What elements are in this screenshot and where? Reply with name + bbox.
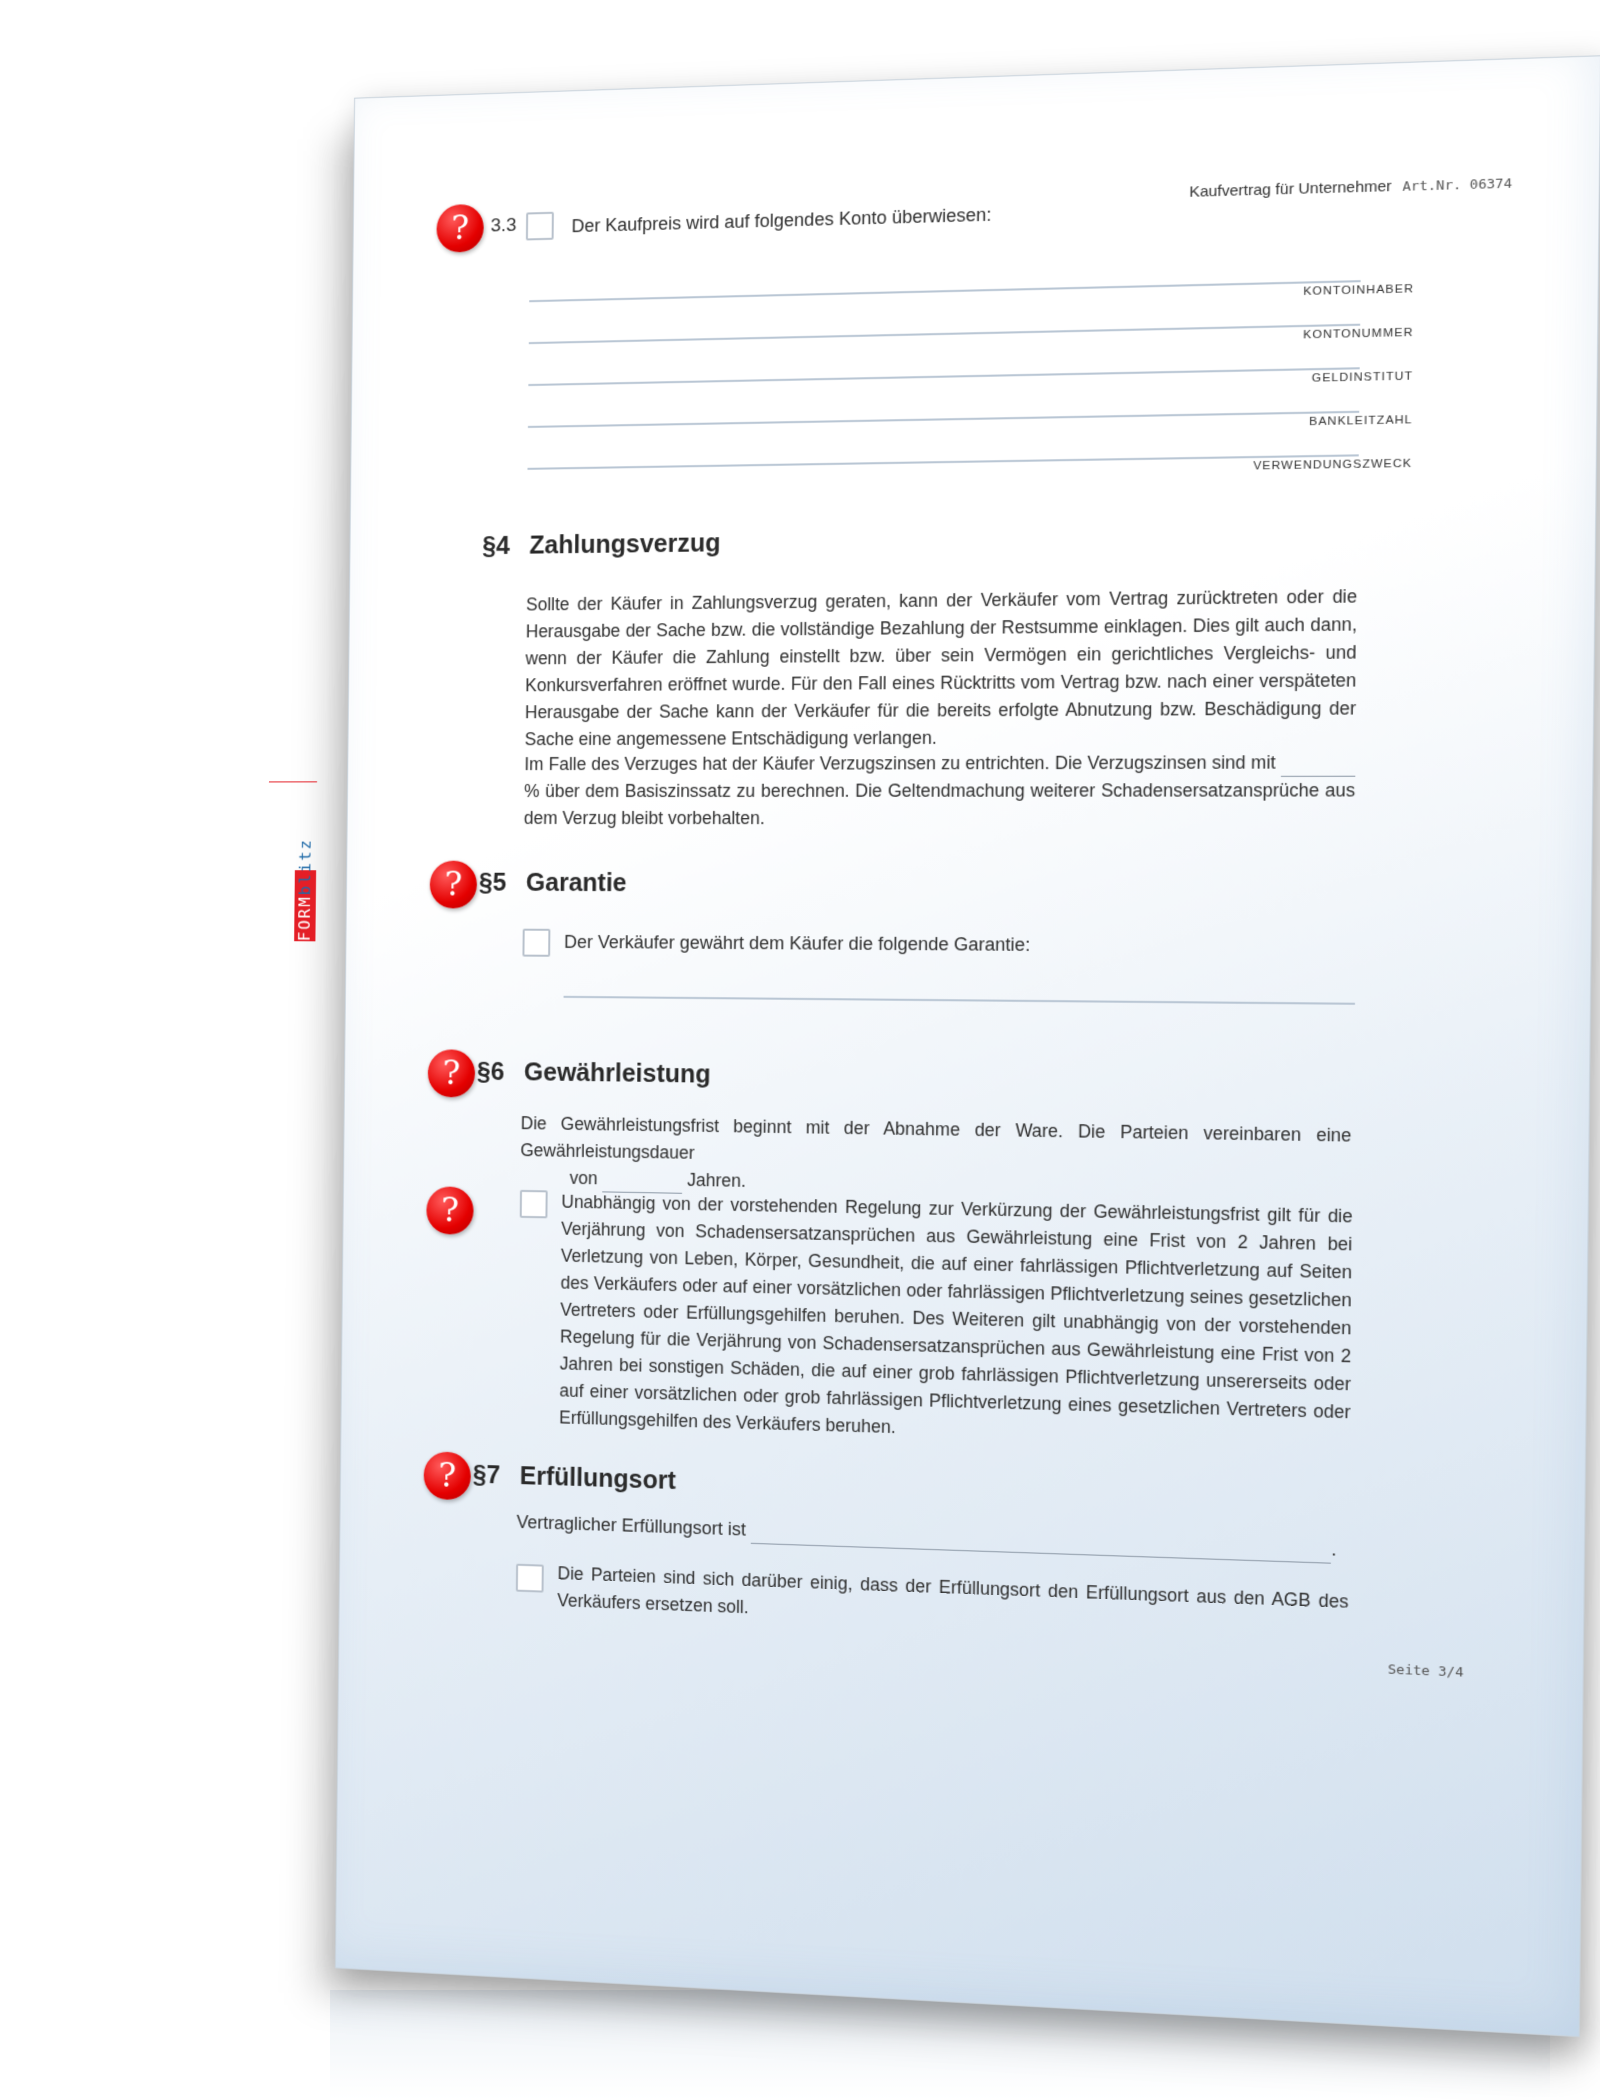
account-line-4[interactable] — [528, 411, 1359, 428]
account-line-2[interactable] — [529, 324, 1360, 344]
section-6-paragraph-2: Unabhängig von der vorstehenden Regelung zur Verkürzung der Gewährleistungsfrist gilt für die Verjährung von Schadensersatzansprüchen aus Gewährleistung eine Frist von 2 Jahren bei Verletzung von Leben, Körper, Gesundheit, die auf einer fahrlässigen Pflichtverletzung auf Seiten des Verkäufers oder auf einer vorsätzlichen oder fahrlässigen Pflichtverletzung seines gesetzlichen Vertreters oder Erfüllungsgehilfen beruhen. Des Weiteren gilt unabhängig von der vorstehenden Regelung für die Verjährung von Schadensersatzansprüchen aus Gewährleistung eine Frist von 2 Jahren bei sonstigen Schäden, die auf einer grob fahrlässigen Pflichtverletzung unsererseits oder auf einer vorsätzlichen oder grob fahrlässigen Pflichtverletzung eines gesetzlichen Vertreters oder Erfüllungsgehilfen des Verkäufers beruhen. — [559, 1191, 1353, 1438]
logo-text — [294, 838, 316, 941]
section-6-heading — [477, 1058, 711, 1090]
header-title: Kaufvertrag für Unternehmer — [1189, 177, 1392, 201]
section-7-paragraph-2: Die Parteien sind sich darüber einig, dass der Erfüllungsort den Erfüllungsort aus den AGB des Verkäufers ersetzen soll. — [557, 1563, 1349, 1618]
checkbox-garantie[interactable] — [522, 929, 550, 957]
label-verwendungszweck: VERWENDUNGSZWECK — [1253, 457, 1413, 473]
document-page-wrap — [295, 55, 1599, 2035]
section-4-number: §4 — [482, 531, 510, 561]
account-line-1[interactable] — [529, 280, 1360, 302]
section-6-title: Gewährleistung — [523, 1058, 711, 1089]
checkbox-gewaehrleistung[interactable] — [520, 1190, 548, 1218]
help-icon[interactable]: ? — [428, 1049, 476, 1097]
page-header — [1189, 174, 1512, 201]
section-4-paragraph-1: Sollte der Käufer in Zahlungsverzug geraten, kann der Verkäufer vom Vertrag zurücktreten oder die Herausgabe der Sache bzw. die vollständige Bezahlung der Restsumme einklagen. Dies gilt auch dann, wenn der Käufer die Zahlung einstellt bzw. über sein Vermögen ein gerichtliches Vergleichs- und Konkursverfahren eröffnet wurde. Für den Fall eines Rücktritts vom Vertrag bzw. nach einer verspäteten Herausgabe der Sache kann der Verkäufer für die bereits erfolgte Abnutzung bzw. Beschädigung der Sache eine angemessene Entschädigung verlangen. — [524, 586, 1358, 750]
section-5-title: Garantie — [525, 868, 627, 898]
help-icon[interactable]: ? — [436, 204, 484, 253]
page-number: Seite 3/4 — [1387, 1662, 1464, 1681]
section-7-number: §7 — [472, 1460, 501, 1490]
section-5-number: §5 — [478, 868, 507, 897]
section-6-p1-end: Jahren. — [687, 1169, 746, 1191]
checkbox-3-3[interactable] — [526, 212, 554, 241]
logo-text-form: FORM — [295, 895, 314, 942]
checkbox-erfuellungsort[interactable] — [516, 1564, 544, 1593]
section-6-p1-von: von — [569, 1167, 598, 1189]
formblitz-logo — [294, 781, 317, 942]
section-7-paragraph-1 — [516, 1509, 1336, 1564]
clause-3-3-text: Der Kaufpreis wird auf folgendes Konto überwiesen: — [571, 204, 992, 237]
label-kontoinhaber: KONTOINHABER — [1303, 282, 1415, 299]
logo-rule — [269, 781, 317, 782]
section-6-number: §6 — [476, 1057, 505, 1086]
document-page — [295, 55, 1600, 2037]
section-7-heading — [473, 1461, 676, 1496]
garantie-line[interactable] — [564, 996, 1355, 1005]
erfuellungsort-field[interactable] — [751, 1523, 1331, 1564]
account-line-5[interactable] — [527, 454, 1358, 470]
logo-text-blitz: blitz — [295, 837, 315, 896]
section-5-text: Der Verkäufer gewährt dem Käufer die folgende Garantie: — [564, 931, 1031, 955]
section-7-title: Erfüllungsort — [519, 1462, 676, 1496]
section-5-heading — [479, 869, 627, 898]
label-bankleitzahl: BANKLEITZAHL — [1309, 413, 1413, 429]
section-7-p1-text: Vertraglicher Erfüllungsort ist — [516, 1511, 747, 1540]
help-icon[interactable]: ? — [426, 1186, 474, 1235]
section-4-p2-end: % über dem Basiszinssatz zu berechnen. Die Geltendmachung weiterer Schadensersatzansprüche aus dem Verzug bleibt vorbehalten. — [523, 779, 1356, 829]
section-7-p1-period: . — [1331, 1538, 1337, 1560]
section-4-paragraph-2 — [524, 749, 1356, 833]
account-line-3[interactable] — [528, 367, 1359, 386]
section-4-heading — [482, 529, 720, 561]
help-icon[interactable]: ? — [430, 861, 478, 909]
section-4-title: Zahlungsverzug — [529, 529, 721, 560]
label-kontonummer: KONTONUMMER — [1303, 326, 1414, 342]
header-article-number: Art.Nr. 06374 — [1402, 176, 1513, 195]
help-icon[interactable]: ? — [423, 1451, 471, 1500]
interest-rate-field[interactable] — [1281, 755, 1356, 777]
label-geldinstitut: GELDINSTITUT — [1311, 370, 1414, 385]
clause-number-3-3: 3.3 — [490, 214, 517, 237]
section-6-p1-start: Die Gewährleistungsfrist beginnt mit der Abnahme der Ware. Die Parteien vereinbaren eine Gewährleistungsdauer — [520, 1113, 1352, 1163]
section-4-p2-start: Im Falle des Verzuges hat der Käufer Verzugszinsen zu entrichten. Die Verzugszinsen sind mit — [524, 752, 1276, 775]
